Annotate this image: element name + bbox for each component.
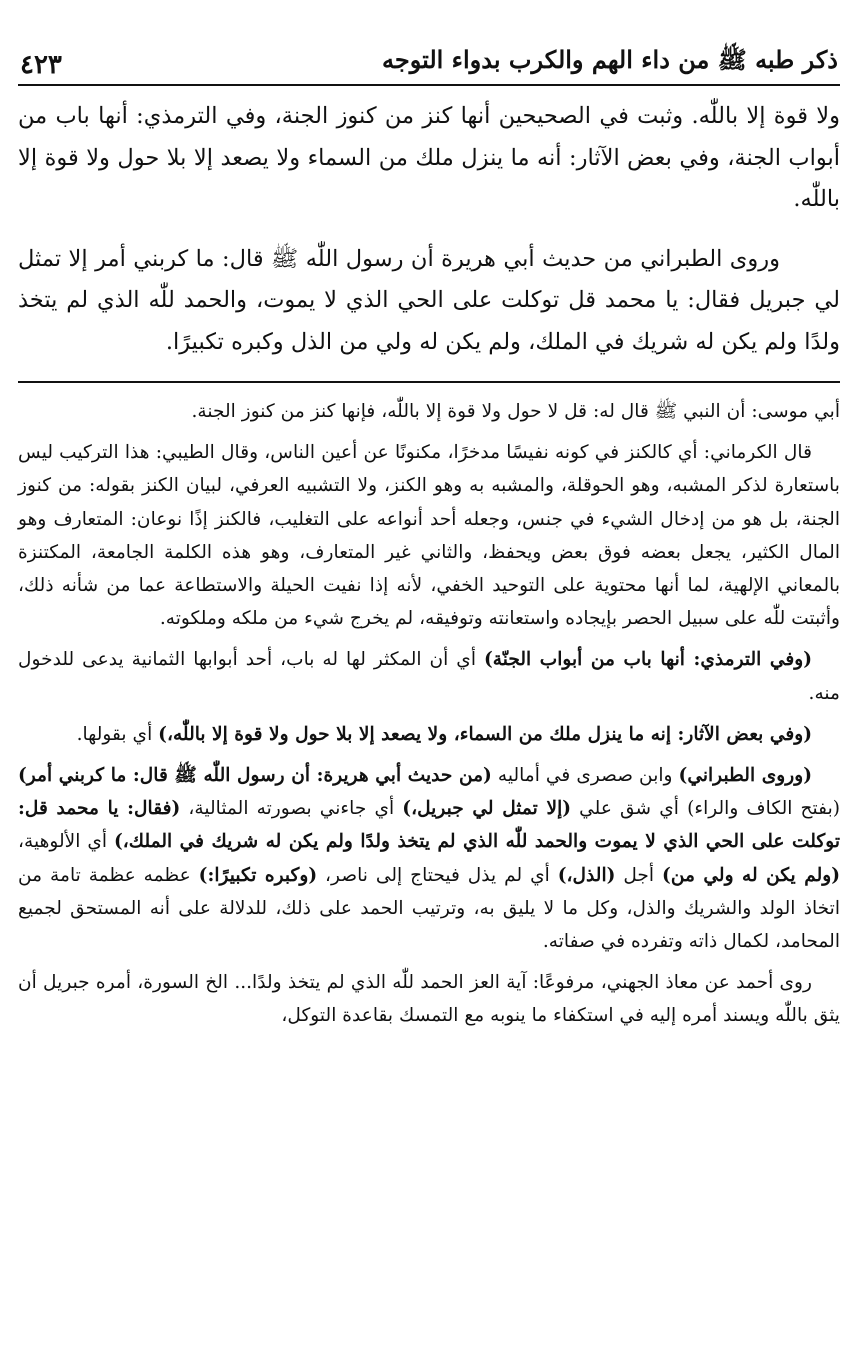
note-paragraph	[18, 759, 840, 958]
note-paragraph: أبي موسى: أن النبي ﷺ قال له: قل لا حول ولا قوة إلا باللّٰه، فإنها كنز من كنوز الجنة.	[191, 401, 840, 422]
note-text: (بفتح الكاف والراء) أي شق علي	[571, 798, 841, 820]
note-paragraph	[18, 718, 840, 751]
footnote-divider	[18, 381, 840, 383]
quoted-text: (وفي بعض الآثار: إنه ما ينزل ملك من السماء، ولا يصعد إلا بلا حول ولا قوة إلا باللّٰه،)	[158, 723, 812, 745]
quoted-text: (فقال: يا محمد قل: توكلت على الحي الذي لا يموت والحمد للّٰه الذي لم يتخذ ولدًا ولم يكن له شريك في الملك،)	[18, 798, 840, 853]
commentary-notes	[18, 395, 840, 1033]
quoted-text: (وروى الطبراني)	[678, 765, 812, 787]
note-paragraph: روى أحمد عن معاذ الجهني، مرفوعًا: آية العز الحمد للّٰه الذي لم يتخذ ولدًا... الخ السورة، أمره جبريل أن يثق باللّٰه ويسند أمره إليه في استكفاء ما ينوبه مع التمسك بقاعدة التوكل،	[18, 972, 840, 1027]
note-text: أي أن المكثر لها له باب، أحد أبوابها الثمانية يدعى للدخول منه.	[18, 649, 840, 704]
note-paragraph: قال الكرماني: أي كالكنز في كونه نفيسًا مدخرًا، مكنونًا عن أعين الناس، وقال الطيبي: هذا التركيب ليس باستعارة لذكر المشبه، وهو الحوقلة، والمشبه به وهو الكنز، ولا التشبيه العرفي، لبيان الكنز بقوله: من كنوز الجنة، بل هو من إدخال الشيء في جنس، وجعله أحد أنواعه على التغليب، فالكنز إذًا نوعان: المتعارف وهو المال الكثير، يجعل بعضه فوق بعض ويحفظ، والثاني غير المتعارف، وهو هذه الكلمة الجامعة، المكتنزة بالمعاني الإلهية، لما أنها محتوية على التوحيد الخفي، لأنه إذا نفيت الحيلة والاستطاعة عما من شأنه ذلك، وأثبتت للّٰه على سبيل الحصر بإيجاده واستعانته وتوفيقه، لم يخرج شيء من ملكه وملكوته.	[18, 442, 840, 630]
page-number: ٤٢٣	[20, 50, 62, 80]
main-text	[18, 96, 840, 363]
note-text: أي الألوهية،	[18, 831, 114, 853]
running-title: ذكر طبه ﷺ من داء الهم والكرب بدواء التوجه	[382, 45, 838, 74]
note-text: وابن صصرى في أماليه	[491, 765, 679, 787]
quoted-text: (وفي الترمذي: أنها باب من أبواب الجنّة)	[483, 649, 812, 671]
quoted-text: (وكبره تكبيرًا:)	[198, 864, 318, 886]
quoted-text: (من حديث أبي هريرة: أن رسول اللّٰه ﷺ قال: ما كربني أمر)	[18, 765, 492, 787]
note-text: أجل	[615, 864, 663, 886]
quoted-text: (ولم يكن له ولي من)	[662, 864, 841, 886]
main-paragraph: ولا قوة إلا باللّٰه. وثبت في الصحيحين أنها كنز من كنوز الجنة، وفي الترمذي: أنها باب من أبواب الجنة، وفي بعض الآثار: أنه ما ينزل ملك من السماء ولا يصعد إلا بلا حول ولا قوة إلا باللّٰه.	[18, 103, 840, 212]
main-paragraph: وروى الطبراني من حديث أبي هريرة أن رسول اللّٰه ﷺ قال: ما كربني أمر إلا تمثل لي جبريل فقال: يا محمد قل توكلت على الحي الذي لا يموت، والحمد للّٰه الذي لم يتخذ ولدًا ولم يكن له شريك في الملك، ولم يكن له ولي من الذل وكبره تكبيرًا.	[18, 245, 840, 355]
note-text: أي جاءني بصورته المثالية،	[180, 798, 403, 820]
quoted-text: (إلا تمثل لي جبريل،)	[402, 798, 572, 820]
note-text: عظمه عظمة تامة من اتخاذ الولد والشريك والذل، وكل ما لا يليق به، وترتيب الحمد على ذلك، للدلالة على أنه المستحق لجميع المحامد، لكمال ذاته وتفرده في صفاته.	[18, 864, 840, 953]
page-header	[18, 36, 840, 86]
note-text: أي لم يذل فيحتاج إلى ناصر،	[317, 864, 558, 886]
book-page	[18, 36, 840, 1041]
note-text: أي بقولها.	[76, 723, 159, 745]
note-paragraph	[18, 643, 840, 709]
quoted-text: (الذل،)	[557, 864, 616, 886]
